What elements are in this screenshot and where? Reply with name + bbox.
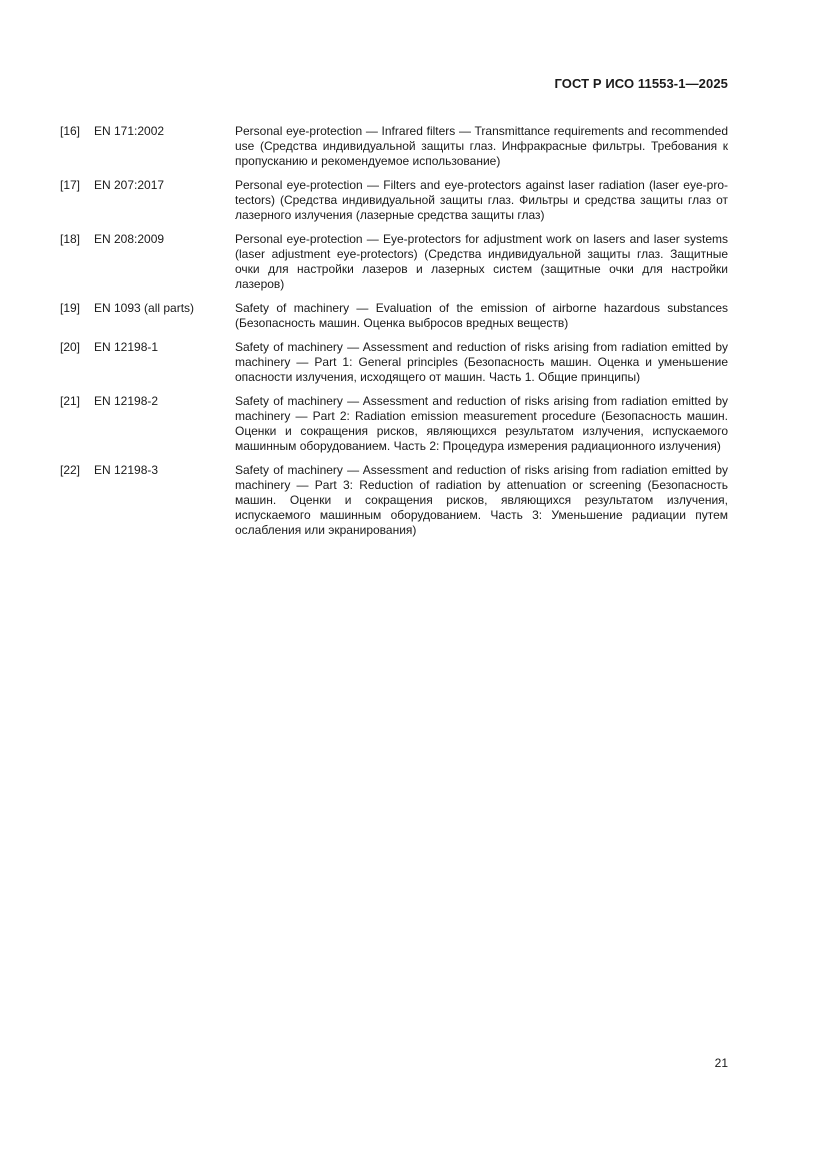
page-number: 21	[714, 1056, 728, 1070]
entry-title: Personal eye-protection — Filters and eye-protectors against laser radiation (laser eye-protectors) (Средства индивидуальной защиты глаз. Фильтры и средства защиты глаз от лазерного излучения (лазерные средства защиты глаз)	[235, 178, 728, 222]
document-header-standard-code: ГОСТ Р ИСО 11553-1—2025	[554, 76, 728, 91]
entry-standard-code: EN 1093 (all parts)	[94, 301, 195, 315]
entry-number: [18]	[60, 232, 81, 246]
entry-standard-code: EN 208:2009	[94, 232, 165, 246]
entry-title: Safety of machinery — Assessment and reduction of risks arising from radiation emitted by machinery — Part 2: Radiation emission measurement procedure (Безопасность машин. Оценки и сокращения рисков, являющихся результатом излучения, испускаемого машинным оборудованием. Часть 2: Процедура измерения радиационного излучения)	[235, 394, 728, 453]
bibliography-entry	[60, 124, 728, 169]
entry-standard-code: EN 171:2002	[94, 124, 165, 138]
bibliography-entry	[60, 178, 728, 223]
entry-number: [20]	[60, 340, 81, 354]
entry-title: Safety of machinery — Assessment and reduction of risks arising from radiation emitted by machinery — Part 1: General principles (Безопасность машин. Оценка и уменьшение опасности излучения, исходящего от машин. Часть 1. Общие принципы)	[235, 340, 728, 384]
bibliography-list	[60, 124, 728, 547]
entry-title: Personal eye-protection — Infrared filters — Transmittance requirements and recommended use (Средства индивидуальной защиты глаз. Инфракрасные фильтры. Требования к пропусканию и рекомендуемое использование)	[235, 124, 728, 168]
entry-title: Safety of machinery — Evaluation of the emission of airborne hazardous substances (Безопасность машин. Оценка выбросов вредных веществ)	[235, 301, 728, 330]
bibliography-entry	[60, 463, 728, 538]
entry-number: [17]	[60, 178, 81, 192]
entry-standard-code: EN 12198-1	[94, 340, 159, 354]
entry-number: [22]	[60, 463, 81, 477]
bibliography-entry	[60, 394, 728, 454]
entry-number: [19]	[60, 301, 81, 315]
entry-title: Personal eye-protection — Eye-protectors for adjustment work on lasers and laser systems (laser adjustment eye-protectors) (Средства индивидуальной защиты глаз. Защитные очки для настройки лазеров и лазерных систем (защитные очки для настройки лазеров)	[235, 232, 728, 291]
entry-standard-code: EN 12198-3	[94, 463, 159, 477]
entry-number: [16]	[60, 124, 81, 138]
bibliography-entry	[60, 301, 728, 331]
bibliography-entry	[60, 232, 728, 292]
entry-standard-code: EN 12198-2	[94, 394, 159, 408]
entry-standard-code: EN 207:2017	[94, 178, 165, 192]
bibliography-entry	[60, 340, 728, 385]
entry-number: [21]	[60, 394, 81, 408]
entry-title: Safety of machinery — Assessment and reduction of risks arising from radiation emitted by machinery — Part 3: Reduction of radiation by attenuation or screening (Безопасность машин. Оценки и сокращения рисков, являющихся результатом излучения, испускаемого машинным оборудованием. Часть 3: Уменьшение радиации путем ослабления или экранирования)	[235, 463, 728, 537]
